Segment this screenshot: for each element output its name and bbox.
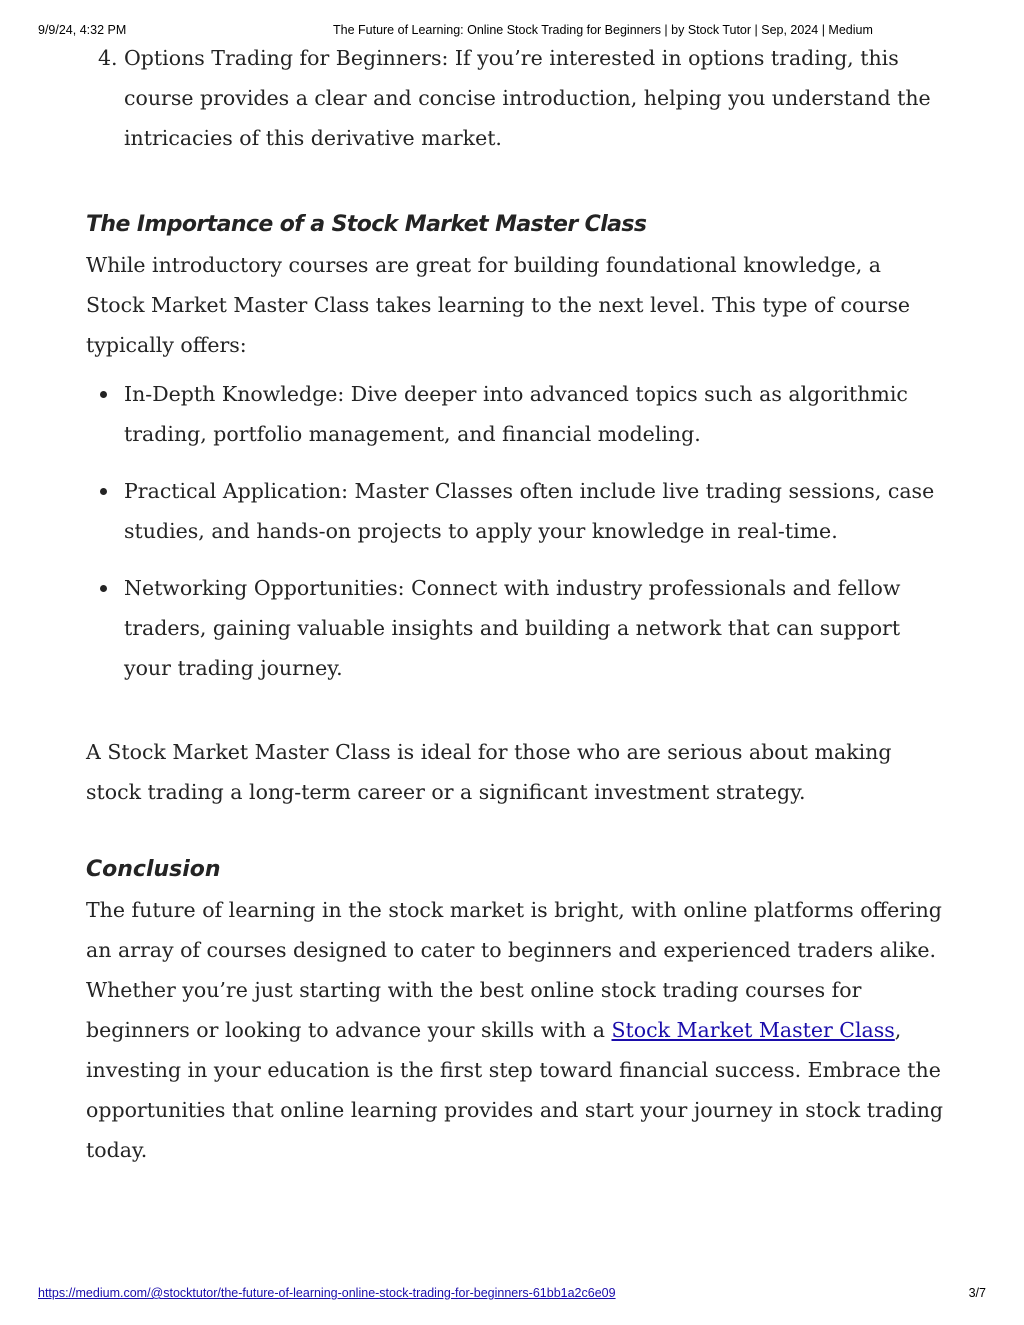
section-heading-conclusion: Conclusion	[86, 857, 221, 882]
list-item	[86, 374, 946, 454]
paragraph-intro: While introductory courses are great for building foundational knowledge, a Stock Market Master Class takes learning to the next level. This type of course typically offers:	[86, 253, 910, 357]
stock-market-master-class-link[interactable]: Stock Market Master Class	[611, 1018, 895, 1042]
list-item	[86, 471, 946, 551]
conclusion-text-end: , investing in your education is the first step toward financial success. Embrace the opportunities that online learning provides and start your journey in stock trading today.	[86, 1018, 944, 1162]
list-item-text: In-Depth Knowledge: Dive deeper into advanced topics such as algorithmic trading, portfolio management, and financial modeling.	[124, 382, 908, 446]
bullet-icon	[100, 391, 107, 398]
print-page-title: The Future of Learning: Online Stock Trading for Beginners | by Stock Tutor | Sep, 2024 | Medium	[333, 23, 873, 37]
bullet-icon	[100, 585, 107, 592]
conclusion-text-start: The future of learning in the stock market is bright, with online platforms offering an array of courses designed to cater to beginners and experienced traders alike. Whether you’re just starting with the best online stock trading courses for beginners or looking to advance your skills with a	[86, 898, 942, 1042]
article-body	[86, 38, 946, 1170]
paragraph-conclusion	[86, 890, 946, 1170]
print-datetime: 9/9/24, 4:32 PM	[38, 23, 127, 37]
footer-url-link[interactable]: https://medium.com/@stocktutor/the-future-of-learning-online-stock-trading-for-beginners-61bb1a2c6e09	[38, 1286, 616, 1300]
list-item-text: Networking Opportunities: Connect with industry professionals and fellow traders, gaining valuable insights and building a network that can support your trading journey.	[124, 576, 901, 680]
list-item-text: Practical Application: Master Classes often include live trading sessions, case studies, and hands-on projects to apply your knowledge in real-time.	[124, 479, 935, 543]
list-item-text: Options Trading for Beginners: If you’re interested in options trading, this course provides a clear and concise introduction, helping you understand the intricacies of this derivative market.	[124, 46, 931, 150]
print-header	[38, 23, 986, 39]
paragraph-closing: A Stock Market Master Class is ideal for those who are serious about making stock trading a long-term career or a significant investment strategy.	[86, 740, 892, 804]
numbered-list-item	[86, 38, 946, 158]
bullet-list	[86, 374, 946, 688]
print-footer	[38, 1286, 986, 1302]
list-item	[86, 568, 946, 688]
section-heading-master-class: The Importance of a Stock Market Master Class	[86, 212, 647, 237]
bullet-icon	[100, 488, 107, 495]
list-number: 4.	[98, 46, 118, 70]
page-number: 3/7	[968, 1286, 986, 1300]
